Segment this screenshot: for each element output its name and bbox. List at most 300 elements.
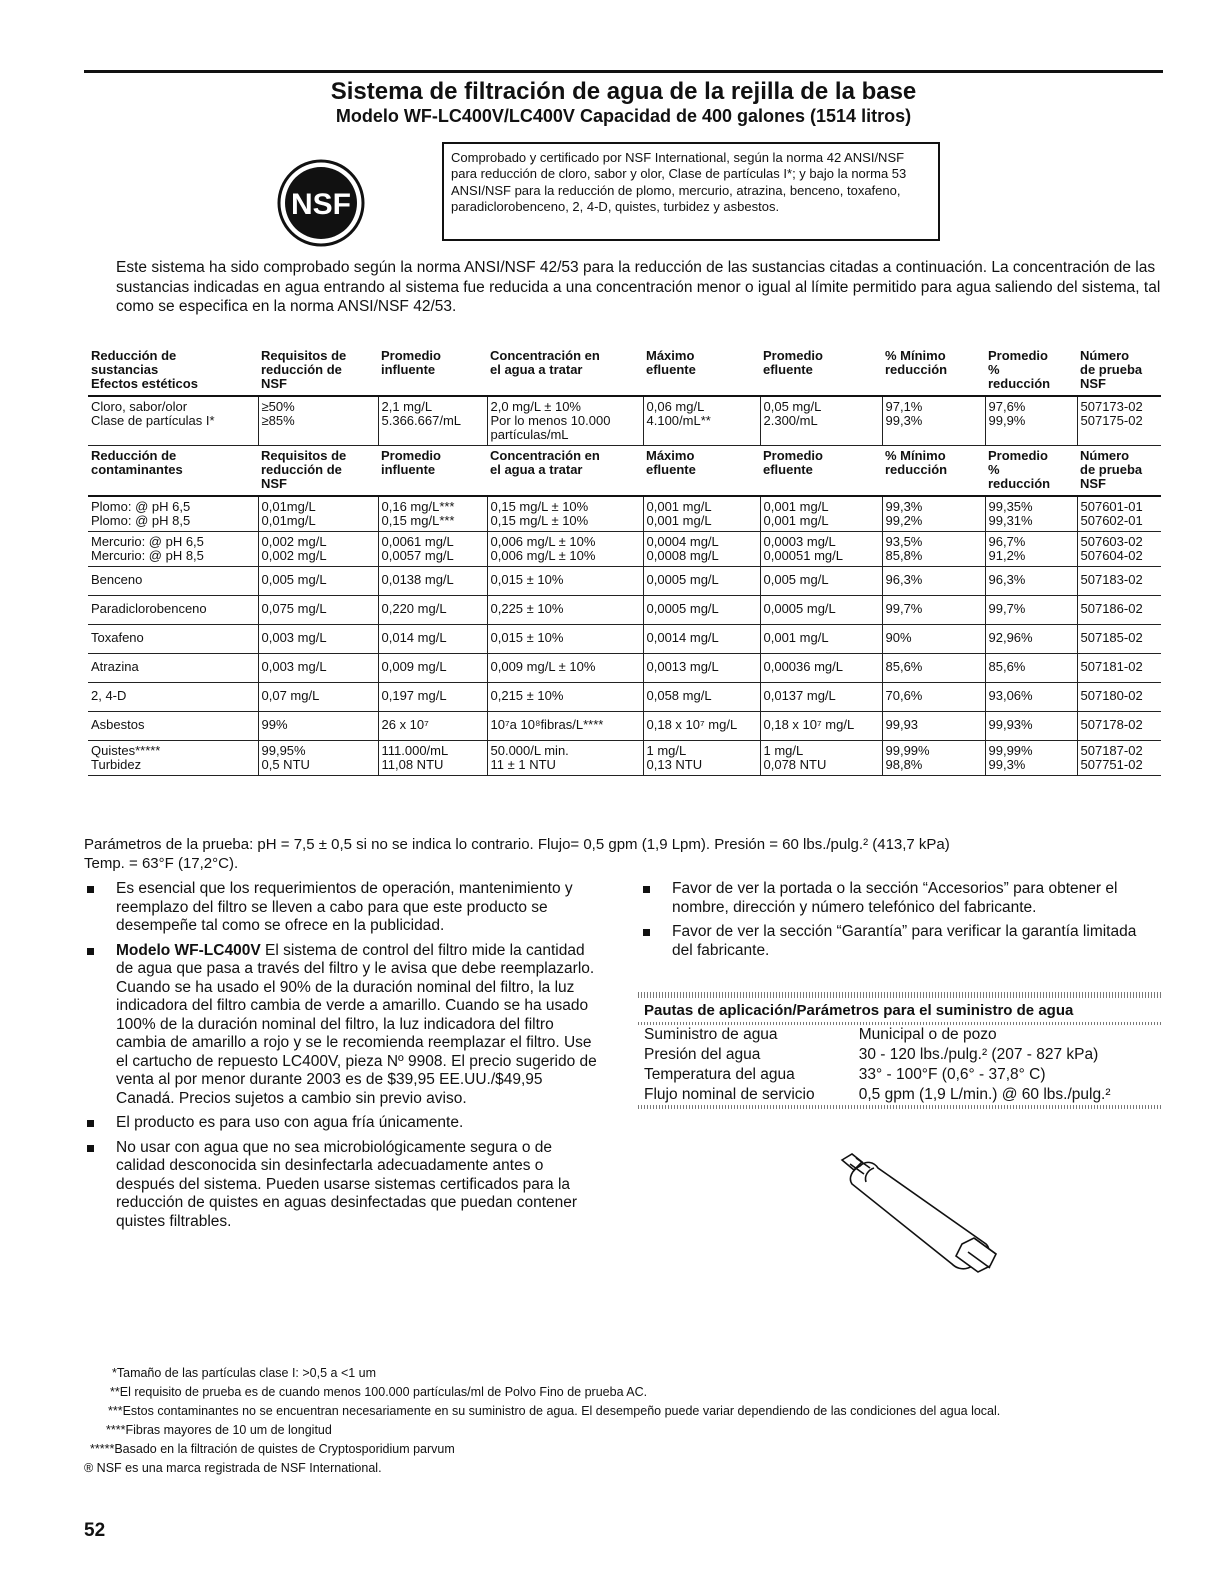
page-number: 52 <box>84 1520 106 1541</box>
guidelines-row <box>638 1085 1163 1105</box>
cell-line: 96,7% <box>988 534 1026 549</box>
page-title: Sistema de filtración de agua de la rejilla de la base <box>330 78 917 105</box>
cell-line: 0,001 mg/L <box>763 630 829 645</box>
table-cell <box>1077 654 1161 683</box>
cell-line: 99,2% <box>885 513 923 528</box>
cell-line: Plomo: @ pH 6,5 <box>91 499 191 514</box>
table-cell <box>88 496 258 532</box>
table-cell <box>760 741 882 776</box>
table-cell <box>882 741 985 776</box>
table-cell <box>258 712 378 741</box>
cell-line: 507603-02 <box>1080 534 1143 549</box>
table-cell <box>643 596 760 625</box>
cell-line: 0,0005 mg/L <box>763 601 836 616</box>
table-cell <box>378 625 487 654</box>
cell-line: partículas/mL <box>490 427 569 442</box>
cell-line: efluente <box>763 362 813 377</box>
cell-line: 0,15 mg/L ± 10% <box>490 499 589 514</box>
table-cell <box>643 654 760 683</box>
table-cell <box>258 496 378 532</box>
cell-line: NSF <box>1080 376 1106 391</box>
table-cell <box>258 346 378 396</box>
cell-line: 1 mg/L <box>763 743 804 758</box>
cell-line: % <box>988 462 1000 477</box>
cell-line: 507185-02 <box>1080 630 1143 645</box>
cell-line: 0,0014 mg/L <box>646 630 719 645</box>
table-cell <box>760 496 882 532</box>
cell-line: 0,06 mg/L <box>646 399 705 414</box>
cell-line: 0,0004 mg/L <box>646 534 719 549</box>
table-cell <box>378 567 487 596</box>
performance-data-table <box>88 346 1161 776</box>
guidelines-label: Suministro de agua <box>644 1026 778 1043</box>
bullet-item <box>640 880 1160 917</box>
cell-line: 0,005 mg/L <box>763 572 829 587</box>
cell-line: Requisitos de <box>261 348 347 363</box>
table-cell <box>1077 567 1161 596</box>
cell-line: 0,16 mg/L*** <box>381 499 455 514</box>
table-cell <box>643 567 760 596</box>
table-cell <box>258 567 378 596</box>
bullet-item <box>84 1114 604 1133</box>
cell-line: 99,93% <box>988 717 1033 732</box>
footnote: ® NSF es una marca registrada de NSF International. <box>84 1461 382 1475</box>
cell-line: 507178-02 <box>1080 717 1143 732</box>
cell-line: 0,006 mg/L ± 10% <box>490 548 596 563</box>
guidelines-row <box>638 1045 1163 1065</box>
table-cell <box>378 596 487 625</box>
table-cell <box>88 446 258 497</box>
table-cell <box>985 446 1077 497</box>
cell-line: Efectos estéticos <box>91 376 198 391</box>
table-cell <box>487 625 643 654</box>
table-cell <box>643 712 760 741</box>
cell-line: 93,5% <box>885 534 923 549</box>
bullet-text: Es esencial que los requerimientos de operación, mantenimiento y reemplazo del filtro se lleven a cabo para que este producto se desempeñe tal como se ofrece en la publicidad. <box>116 880 573 934</box>
cell-line: 11 ± 1 NTU <box>490 757 556 772</box>
table-cell <box>487 346 643 396</box>
cell-line: 96,3% <box>885 572 923 587</box>
footnote: *Tamaño de las partículas clase I: >0,5 a <1 um <box>112 1366 377 1380</box>
cell-line: 99,99% <box>885 743 930 758</box>
table-cell <box>643 446 760 497</box>
table-cell <box>378 496 487 532</box>
bullet-text: El producto es para uso con agua fría únicamente. <box>116 1114 464 1131</box>
table-cell <box>882 654 985 683</box>
cell-line: 0,075 mg/L <box>261 601 327 616</box>
cell-line: 99,35% <box>988 499 1033 514</box>
cell-line: el agua a tratar <box>490 362 583 377</box>
table-cell <box>88 532 258 567</box>
table-cell <box>258 654 378 683</box>
cell-line: sustancias <box>91 362 159 377</box>
cell-line: 0,001 mg/L <box>646 499 712 514</box>
cell-line: 0,18 x 10⁷ mg/L <box>646 717 738 732</box>
bullet-item <box>84 1139 604 1232</box>
table-cell <box>487 496 643 532</box>
bullet-text: Favor de ver la sección “Garantía” para verificar la garantía limitada del fabricante. <box>672 923 1137 959</box>
cell-line: 0,0061 mg/L <box>381 534 454 549</box>
cell-line: 0,00051 mg/L <box>763 548 844 563</box>
cell-line: Máximo <box>646 348 695 363</box>
cell-line: 0,225 ± 10% <box>490 601 564 616</box>
cell-line: 0,0005 mg/L <box>646 601 719 616</box>
table-cell <box>643 683 760 712</box>
cell-line: % Mínimo <box>885 348 946 363</box>
cell-line: Requisitos de <box>261 448 347 463</box>
cell-line: Clase de partículas I* <box>91 413 215 428</box>
cell-line: Promedio <box>988 348 1048 363</box>
cell-line: 2, 4-D <box>91 688 127 703</box>
table-cell <box>487 596 643 625</box>
cell-line: 99,3% <box>885 413 923 428</box>
cell-line: 507187-02 <box>1080 743 1143 758</box>
table-cell <box>882 625 985 654</box>
guidelines-value: 0,5 gpm (1,9 L/min.) @ 60 lbs./pulg.² <box>858 1086 1111 1103</box>
table-cell <box>1077 741 1161 776</box>
cell-line: Máximo <box>646 448 695 463</box>
table-row <box>88 396 1161 446</box>
cell-line: 0,001 mg/L <box>763 513 829 528</box>
table-cell <box>88 683 258 712</box>
table-cell <box>985 346 1077 396</box>
table-cell <box>88 712 258 741</box>
table-cell <box>1077 396 1161 446</box>
cell-line: 85,6% <box>988 659 1026 674</box>
cell-line: Concentración en <box>490 348 600 363</box>
test-parameters <box>84 835 1163 873</box>
table-cell <box>258 596 378 625</box>
footnotes <box>84 1364 1163 1478</box>
cell-line: 0,014 mg/L <box>381 630 447 645</box>
table-cell <box>1077 496 1161 532</box>
cell-line: 0,009 mg/L <box>381 659 447 674</box>
cell-line: NSF <box>1080 476 1106 491</box>
table-cell <box>643 346 760 396</box>
table-cell <box>258 446 378 497</box>
cell-line: 0,003 mg/L <box>261 630 327 645</box>
table-cell <box>985 532 1077 567</box>
cell-line: Asbestos <box>91 717 145 732</box>
cell-line: 0,0008 mg/L <box>646 548 719 563</box>
cell-line: 0,015 ± 10% <box>490 630 564 645</box>
table-cell <box>882 496 985 532</box>
table-cell <box>258 683 378 712</box>
cell-line: 11,08 NTU <box>381 757 444 772</box>
cell-line: Cloro, sabor/olor <box>91 399 188 414</box>
cell-line: 507181-02 <box>1080 659 1143 674</box>
cell-line: 99,99% <box>988 743 1033 758</box>
cell-line: reducción <box>988 376 1051 391</box>
cell-line: 0,197 mg/L <box>381 688 447 703</box>
cell-line: 0,215 ± 10% <box>490 688 564 703</box>
cell-line: Promedio <box>381 448 441 463</box>
table-cell <box>882 446 985 497</box>
cell-line: Promedio <box>988 448 1048 463</box>
table-cell <box>487 396 643 446</box>
cell-line: 98,8% <box>885 757 923 772</box>
table-cell <box>378 654 487 683</box>
footnote: *****Basado en la filtración de quistes de Cryptosporidium parvum <box>90 1442 455 1456</box>
cell-line: efluente <box>646 462 696 477</box>
table-cell <box>985 567 1077 596</box>
cell-line: Mercurio: @ pH 6,5 <box>91 534 204 549</box>
cell-line: % Mínimo <box>885 448 946 463</box>
cell-line: 0,5 NTU <box>261 757 310 772</box>
cell-line: 0,006 mg/L ± 10% <box>490 534 596 549</box>
cell-line: Plomo: @ pH 8,5 <box>91 513 191 528</box>
cell-line: 99,31% <box>988 513 1033 528</box>
table-cell <box>1077 446 1161 497</box>
guidelines-row <box>638 1065 1163 1085</box>
test-parameters-line1: Parámetros de la prueba: pH = 7,5 ± 0,5 si no se indica lo contrario. Flujo= 0,5 gpm (1,9 Lpm). Presión = 60 lbs./pulg.² (413,7 kPa) <box>84 836 950 853</box>
cell-line: reducción <box>988 476 1051 491</box>
cell-line: 99% <box>261 717 288 732</box>
cell-line: 0,15 mg/L*** <box>381 513 455 528</box>
cell-line: Paradiclorobenceno <box>91 601 207 616</box>
cell-line: 111.000/mL <box>381 743 449 758</box>
table-cell <box>760 567 882 596</box>
cell-line: 85,8% <box>885 548 923 563</box>
table-cell <box>88 396 258 446</box>
table-cell <box>88 567 258 596</box>
bullet-square-icon <box>87 948 94 955</box>
table-cell <box>378 741 487 776</box>
cell-line: 4.100/mL** <box>646 413 711 428</box>
table-cell <box>760 683 882 712</box>
guidelines-value: Municipal o de pozo <box>858 1026 997 1043</box>
cell-line: Benceno <box>91 572 143 587</box>
table-cell <box>378 532 487 567</box>
certification-box: Comprobado y certificado por NSF International, según la norma 42 ANSI/NSF para reducción de cloro, sabor y olor, Clase de partículas I*; y bajo la norma 53 ANSI/NSF para la reducción de plomo, mercurio, atrazina, benceno, toxafeno, paradiclorobenceno, 2, 4-D, quistes, turbidez y asbestos. <box>442 142 940 241</box>
cell-line: 99,9% <box>988 413 1026 428</box>
guidelines-value: 30 - 120 lbs./pulg.² (207 - 827 kPa) <box>858 1046 1099 1063</box>
nsf-logo-text: NSF <box>291 188 351 221</box>
bullet-square-icon <box>87 1120 94 1127</box>
table-cell <box>487 654 643 683</box>
cell-line: 0,0057 mg/L <box>381 548 454 563</box>
cell-line: 90% <box>885 630 912 645</box>
footnote: ***Estos contaminantes no se encuentran necesariamente en su suministro de agua. El desempeño puede variar dependiendo de las condiciones del agua local. <box>108 1404 1001 1418</box>
cell-line: 99,3% <box>988 757 1026 772</box>
table-cell <box>88 654 258 683</box>
table-cell <box>760 446 882 497</box>
page-subtitle: Modelo WF-LC400V/LC400V Capacidad de 400 galones (1514 litros) <box>335 106 912 126</box>
table-header-contaminants <box>88 446 1161 497</box>
cell-line: reducción <box>885 362 948 377</box>
cell-line: 0,01mg/L <box>261 513 316 528</box>
cell-line: 99,3% <box>885 499 923 514</box>
cell-line: Promedio <box>381 348 441 363</box>
cell-line: influente <box>381 362 436 377</box>
table-cell <box>643 396 760 446</box>
guidelines-label: Temperatura del agua <box>644 1066 795 1083</box>
cell-line: 99,7% <box>988 601 1026 616</box>
cell-line: Promedio <box>763 348 823 363</box>
table-cell <box>882 567 985 596</box>
table-cell <box>760 532 882 567</box>
cell-line: Por lo menos 10.000 <box>490 413 611 428</box>
table-row <box>88 567 1161 596</box>
cell-line: Promedio <box>763 448 823 463</box>
cell-line: 99,95% <box>261 743 306 758</box>
cell-line: 99,7% <box>885 601 923 616</box>
guidelines-label: Flujo nominal de servicio <box>644 1086 815 1103</box>
table-cell <box>378 396 487 446</box>
bullet-square-icon <box>643 929 650 936</box>
cell-line: ≥85% <box>261 413 295 428</box>
cell-line: 507604-02 <box>1080 548 1143 563</box>
top-rule <box>84 70 1163 73</box>
cell-line: Número <box>1080 448 1130 463</box>
cell-line: 0,0003 mg/L <box>763 534 836 549</box>
cell-line: Concentración en <box>490 448 600 463</box>
cell-line: Reducción de <box>91 448 177 463</box>
cell-line: 0,005 mg/L <box>261 572 327 587</box>
cell-line: 0,058 mg/L <box>646 688 712 703</box>
table-cell <box>882 532 985 567</box>
cell-line: Toxafeno <box>91 630 144 645</box>
bullet-square-icon <box>87 886 94 893</box>
bullet-square-icon <box>643 886 650 893</box>
table-cell <box>760 625 882 654</box>
cell-line: 0,0137 mg/L <box>763 688 836 703</box>
cell-line: 91,2% <box>988 548 1026 563</box>
cell-line: NSF <box>261 376 287 391</box>
guidelines-row <box>638 1025 1163 1045</box>
table-cell <box>985 712 1077 741</box>
bullet-list-left <box>84 880 604 1237</box>
table-cell <box>1077 346 1161 396</box>
table-cell <box>985 396 1077 446</box>
cell-line: 0,05 mg/L <box>763 399 822 414</box>
table-cell <box>88 346 258 396</box>
cell-line: 0,002 mg/L <box>261 534 327 549</box>
cell-line: 507601-01 <box>1080 499 1143 514</box>
bullet-list-right <box>640 880 1160 966</box>
table-cell <box>985 496 1077 532</box>
table-cell <box>643 532 760 567</box>
cell-line: 0,0013 mg/L <box>646 659 719 674</box>
cell-line: 70,6% <box>885 688 923 703</box>
table-cell <box>882 396 985 446</box>
cell-line: Turbidez <box>91 757 142 772</box>
table-cell <box>985 654 1077 683</box>
cell-line: de prueba <box>1080 362 1143 377</box>
cell-line: influente <box>381 462 436 477</box>
table-cell <box>88 741 258 776</box>
table-row <box>88 532 1161 567</box>
cell-line: Número <box>1080 348 1130 363</box>
table-cell <box>1077 712 1161 741</box>
cell-line: 93,06% <box>988 688 1033 703</box>
table-cell <box>760 596 882 625</box>
bullet-item <box>84 880 604 936</box>
bullet-square-icon <box>87 1145 94 1152</box>
cell-line: NSF <box>261 476 287 491</box>
table-cell <box>487 683 643 712</box>
table-cell <box>985 741 1077 776</box>
table-cell <box>378 346 487 396</box>
table-cell <box>985 596 1077 625</box>
table-row <box>88 741 1161 776</box>
table-cell <box>1077 625 1161 654</box>
cell-line: 0,0138 mg/L <box>381 572 454 587</box>
table-cell <box>882 596 985 625</box>
cell-line: 0,015 ± 10% <box>490 572 564 587</box>
cell-line: reducción de <box>261 462 342 477</box>
cell-line: 92,96% <box>988 630 1033 645</box>
table-cell <box>88 596 258 625</box>
cell-line: efluente <box>763 462 813 477</box>
table-cell <box>985 683 1077 712</box>
bullet-text: No usar con agua que no sea microbiológicamente segura o de calidad desconocida sin desinfectarla adecuadamente antes o después del sistema. Pueden usarse sistemas certificados para la reducción de quistes en aguas desinfectadas que puedan contener quistes filtrables. <box>116 1138 578 1230</box>
cell-line: 96,3% <box>988 572 1026 587</box>
cell-line: 507180-02 <box>1080 688 1143 703</box>
table-cell <box>643 496 760 532</box>
cell-line: 507602-01 <box>1080 513 1143 528</box>
cell-line: 5.366.667/mL <box>381 413 462 428</box>
table-cell <box>882 712 985 741</box>
table-cell <box>258 396 378 446</box>
cell-line: 507173-02 <box>1080 399 1143 414</box>
footnote: ****Fibras mayores de 10 um de longitud <box>106 1423 332 1437</box>
table-row <box>88 712 1161 741</box>
table-row <box>88 654 1161 683</box>
guidelines-label: Presión del agua <box>644 1046 761 1063</box>
table-cell <box>258 625 378 654</box>
cell-line: reducción <box>885 462 948 477</box>
filter-cartridge-illustration <box>830 1148 1010 1278</box>
table-cell <box>88 625 258 654</box>
cell-line: 0,002 mg/L <box>261 548 327 563</box>
cell-line: 97,1% <box>885 399 923 414</box>
bullet-text: Favor de ver la portada o la sección “Accesorios” para obtener el nombre, dirección y número telefónico del fabricante. <box>672 880 1118 916</box>
cell-line: ≥50% <box>261 399 295 414</box>
cell-line: 10⁷a 10⁸fibras/L**** <box>490 717 604 732</box>
cell-line: Mercurio: @ pH 8,5 <box>91 548 204 563</box>
table-cell <box>985 625 1077 654</box>
table-cell <box>487 532 643 567</box>
cell-line: 2,0 mg/L ± 10% <box>490 399 581 414</box>
table-cell <box>487 446 643 497</box>
bullet-item <box>640 923 1160 960</box>
cell-line: 0,01mg/L <box>261 499 316 514</box>
cell-line: 99,93 <box>885 717 919 732</box>
cell-line: Reducción de <box>91 348 177 363</box>
intro-paragraph: Este sistema ha sido comprobado según la norma ANSI/NSF 42/53 para la reducción de las sustancias citadas a continuación. La concentración de las sustancias indicadas en agua entrando al sistema fue reducida a una concentración menor o igual al límite permitido para agua saliendo del sistema, tal como se especifica en la norma ANSI/NSF 42/53. <box>116 259 1161 315</box>
cell-line: 0,00036 mg/L <box>763 659 844 674</box>
cell-line: 1 mg/L <box>646 743 687 758</box>
cell-line: reducción de <box>261 362 342 377</box>
table-cell <box>882 683 985 712</box>
cell-line: 0,0005 mg/L <box>646 572 719 587</box>
cell-line: 0,009 mg/L ± 10% <box>490 659 596 674</box>
table-cell <box>760 396 882 446</box>
table-cell <box>1077 596 1161 625</box>
cell-line: 507183-02 <box>1080 572 1143 587</box>
cell-line: 0,003 mg/L <box>261 659 327 674</box>
cell-line: 0,18 x 10⁷ mg/L <box>763 717 855 732</box>
table-cell <box>487 741 643 776</box>
footnote: **El requisito de prueba es de cuando menos 100.000 partículas/ml de Polvo Fino de prueba AC. <box>110 1385 648 1399</box>
guidelines-title: Pautas de aplicación/Parámetros para el suministro de agua <box>644 1002 1074 1019</box>
table-cell <box>643 625 760 654</box>
table-cell <box>1077 532 1161 567</box>
table-row <box>88 496 1161 532</box>
cell-line: 507751-02 <box>1080 757 1143 772</box>
cell-line: 507175-02 <box>1080 413 1143 428</box>
